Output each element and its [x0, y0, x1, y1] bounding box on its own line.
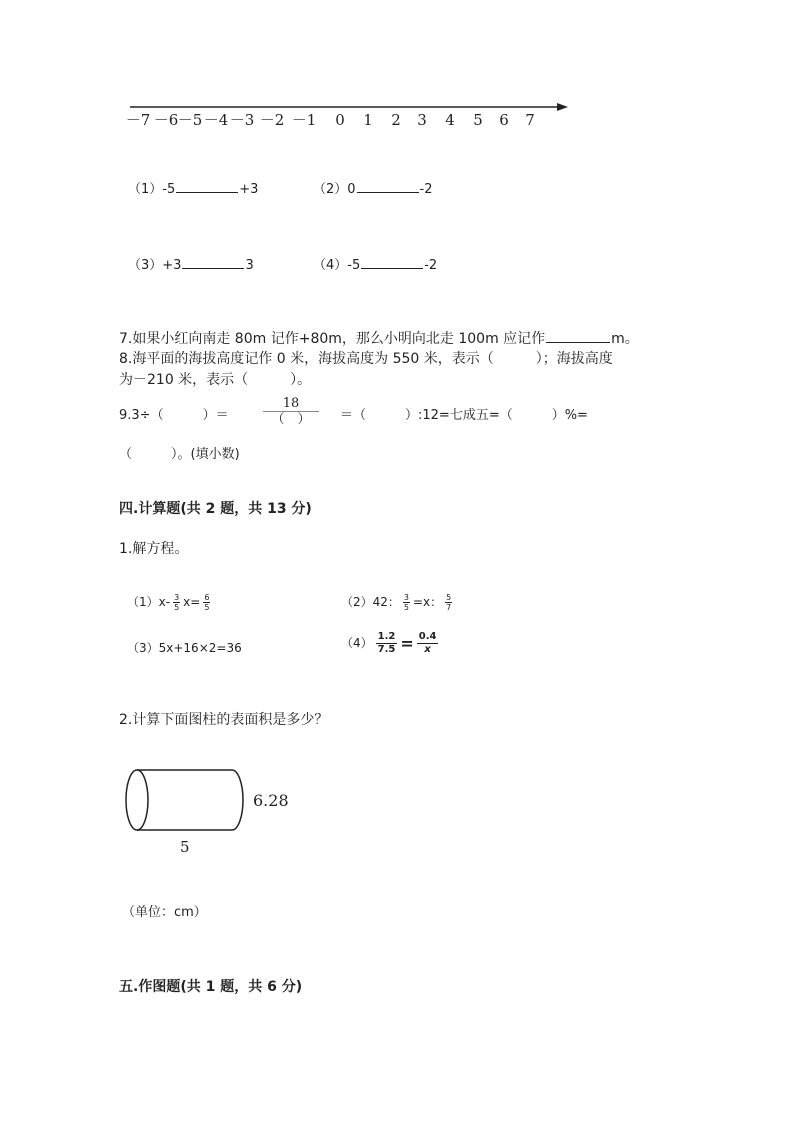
number-line-label: 4	[445, 111, 455, 129]
equation-2	[341, 593, 455, 612]
fraction-denominator: 5	[403, 603, 409, 612]
compare-q3-suffix: 3	[245, 258, 254, 273]
number-line-label: －7	[125, 111, 151, 129]
compare-q2	[313, 178, 433, 197]
fraction-numerator: 5	[446, 593, 452, 602]
fraction-numerator: 3	[403, 593, 409, 602]
cylinder-left-face	[126, 770, 148, 830]
number-line-label: －3	[229, 111, 255, 129]
question-4-1-title: 1.解方程。	[119, 541, 189, 557]
compare-q1	[128, 178, 258, 197]
answer-blank[interactable]	[176, 181, 238, 193]
number-line	[120, 95, 580, 135]
equation-3: （3）5x+16×2=36	[127, 641, 242, 655]
fraction	[376, 631, 398, 656]
answer-blank[interactable]	[361, 257, 423, 269]
compare-q2-prefix: （2）0	[313, 182, 356, 197]
number-line-label: 7	[525, 111, 535, 129]
equation-4	[341, 631, 441, 656]
fraction	[417, 631, 439, 656]
compare-q3	[128, 254, 254, 273]
number-line-label: －2	[259, 111, 285, 129]
unit-note: （单位：cm）	[122, 905, 207, 920]
section-4-heading: 四.计算题(共 2 题，共 13 分)	[119, 501, 312, 517]
fraction-denominator: 7.5	[377, 644, 396, 655]
question-9-part2: ＝（ ）:12=七成五=（ ）%=	[340, 408, 588, 423]
compare-q1-prefix: （1）-5	[128, 182, 176, 197]
answer-blank[interactable]	[546, 331, 610, 343]
question-9-fraction	[263, 396, 319, 427]
compare-q1-suffix: +3	[239, 182, 259, 197]
number-line-label: 6	[499, 111, 509, 129]
question-9-line2: （ ）。(填小数)	[119, 447, 240, 462]
number-line-label: 3	[417, 111, 427, 129]
number-line-label: 0	[335, 111, 345, 129]
number-line-label: －4	[203, 111, 229, 129]
cylinder-figure	[118, 760, 308, 860]
section-5-heading: 五.作图题(共 1 题，共 6 分)	[119, 979, 303, 995]
equals-sign: =	[400, 634, 414, 653]
equation-1-part: （1）x-	[127, 595, 171, 609]
fraction	[173, 593, 180, 612]
compare-q3-prefix: （3）+3	[128, 258, 182, 273]
equation-1-part: x=	[183, 595, 201, 609]
fraction-numerator: 3	[174, 593, 180, 602]
compare-q4	[313, 254, 437, 273]
equation-4-part: （4）	[341, 636, 373, 650]
number-line-label: 1	[363, 111, 373, 129]
question-7-text: 7.如果小红向南走 80m 记作+80m，那么小明向北走 100m 应记作	[119, 331, 546, 347]
fraction	[445, 593, 452, 612]
fraction	[403, 593, 410, 612]
number-line-label: －5	[177, 111, 203, 129]
question-7	[119, 328, 639, 348]
fraction-denominator: 7	[446, 603, 452, 612]
fraction-numerator: 1.2	[377, 631, 396, 642]
compare-q2-suffix: -2	[419, 182, 433, 197]
fraction-denominator: 5	[174, 603, 180, 612]
answer-blank[interactable]	[357, 181, 419, 193]
fraction-numerator: 0.4	[418, 631, 437, 642]
fraction-denominator: 5	[204, 603, 210, 612]
equation-2-part: =x：	[413, 595, 443, 609]
number-line-label: 5	[473, 111, 483, 129]
fraction-denominator: x	[424, 644, 431, 655]
compare-q4-prefix: （4）-5	[313, 258, 361, 273]
question-7-unit: m。	[611, 331, 639, 347]
fraction-numerator: 18	[263, 396, 319, 412]
question-9-part1: 9.3÷（ ）＝	[119, 408, 229, 423]
number-line-label: －1	[291, 111, 317, 129]
compare-q4-suffix: -2	[424, 258, 438, 273]
question-4-2-title: 2.计算下面图柱的表面积是多少？	[119, 712, 329, 728]
equation-1	[127, 593, 213, 612]
cylinder-length-label: 5	[180, 838, 190, 856]
equation-2-part: （2）42：	[341, 595, 400, 609]
fraction-denominator: （ ）	[271, 412, 311, 427]
question-8-line1: 8.海平面的海拔高度记作 0 米，海拔高度为 550 米，表示（ ）；海拔高度	[119, 351, 613, 367]
number-line-arrow	[557, 103, 568, 111]
fraction-numerator: 6	[204, 593, 210, 602]
cylinder-circumference-label: 6.28	[253, 791, 289, 810]
number-line-label: 2	[391, 111, 401, 129]
answer-blank[interactable]	[182, 257, 244, 269]
cylinder-right-arc	[232, 770, 243, 830]
number-line-label: －6	[153, 111, 179, 129]
question-8-line2: 为－210 米，表示（ ）。	[119, 372, 312, 388]
fraction	[203, 593, 210, 612]
